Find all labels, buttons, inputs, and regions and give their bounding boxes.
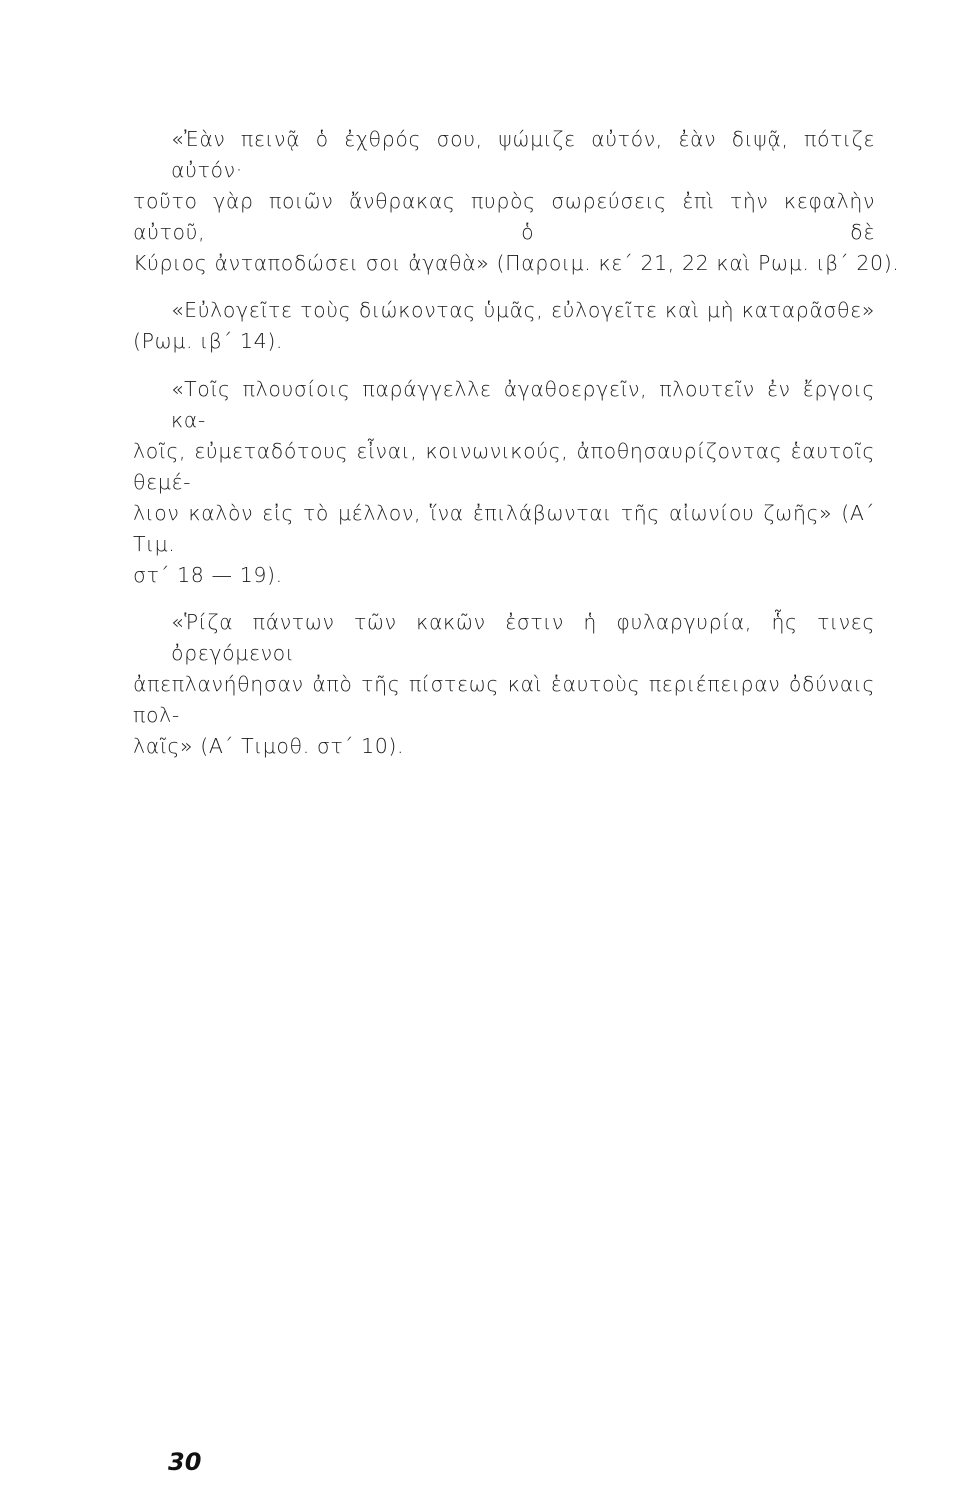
text-line: τοῦτο γὰρ ποιῶν ἄνθρακας πυρὸς σωρεύσεις ἐπὶ τὴν κεφαλὴν αὐτοῦ, ὁ δὲ bbox=[133, 189, 875, 244]
text-line: «Εὐλογεῖτε τοὺς διώκοντας ὑμᾶς, εὐλογεῖτε καὶ μὴ καταρᾶσθε» bbox=[171, 298, 875, 322]
text-line: «Ἐὰν πεινᾷ ὁ ἐχθρός σου, ψώμιζε αὐτόν, ἐὰν διψᾷ, πότιζε αὐτόν· bbox=[171, 127, 875, 182]
text-line: ἀπεπλανήθησαν ἀπὸ τῆς πίστεως καὶ ἑαυτοὺς περιέπειραν ὀδύναις πολ- bbox=[133, 672, 875, 727]
page-number: 30 bbox=[168, 1448, 202, 1476]
text-line: λαῖς» (Α΄ Τιμοθ. στ΄ 10). bbox=[133, 734, 405, 758]
paragraph-romans-quote bbox=[133, 295, 875, 357]
paragraph-proverbs-quote bbox=[133, 124, 900, 279]
paragraph-timothy-quote-2 bbox=[133, 607, 875, 762]
main-text bbox=[133, 124, 900, 762]
text-line: «Ῥίζα πάντων τῶν κακῶν ἐστιν ἡ φυλαργυρία, ἧς τινες ὀρεγόμενοι bbox=[171, 610, 875, 665]
text-line: (Ρωμ. ιβ΄ 14). bbox=[133, 329, 284, 353]
text-line: λιον καλὸν εἰς τὸ μέλλον, ἵνα ἐπιλάβωνται τῆς αἰωνίου ζωῆς» (Α΄ Τιμ. bbox=[133, 501, 875, 556]
text-line: στ΄ 18 — 19). bbox=[133, 563, 283, 587]
text-line: λοῖς, εὐμεταδότους εἶναι, κοινωνικούς, ἀποθησαυρίζοντας ἑαυτοῖς θεμέ- bbox=[133, 439, 875, 494]
paragraph-timothy-quote-1 bbox=[133, 374, 875, 591]
text-line: «Τοῖς πλουσίοις παράγγελλε ἀγαθοεργεῖν, πλουτεῖν ἐν ἔργοις κα- bbox=[171, 377, 875, 432]
text-line: Κύριος ἀνταποδώσει σοι ἀγαθὰ» (Παροιμ. κε΄ 21, 22 καὶ Ρωμ. ιβ΄ 20). bbox=[133, 251, 900, 275]
